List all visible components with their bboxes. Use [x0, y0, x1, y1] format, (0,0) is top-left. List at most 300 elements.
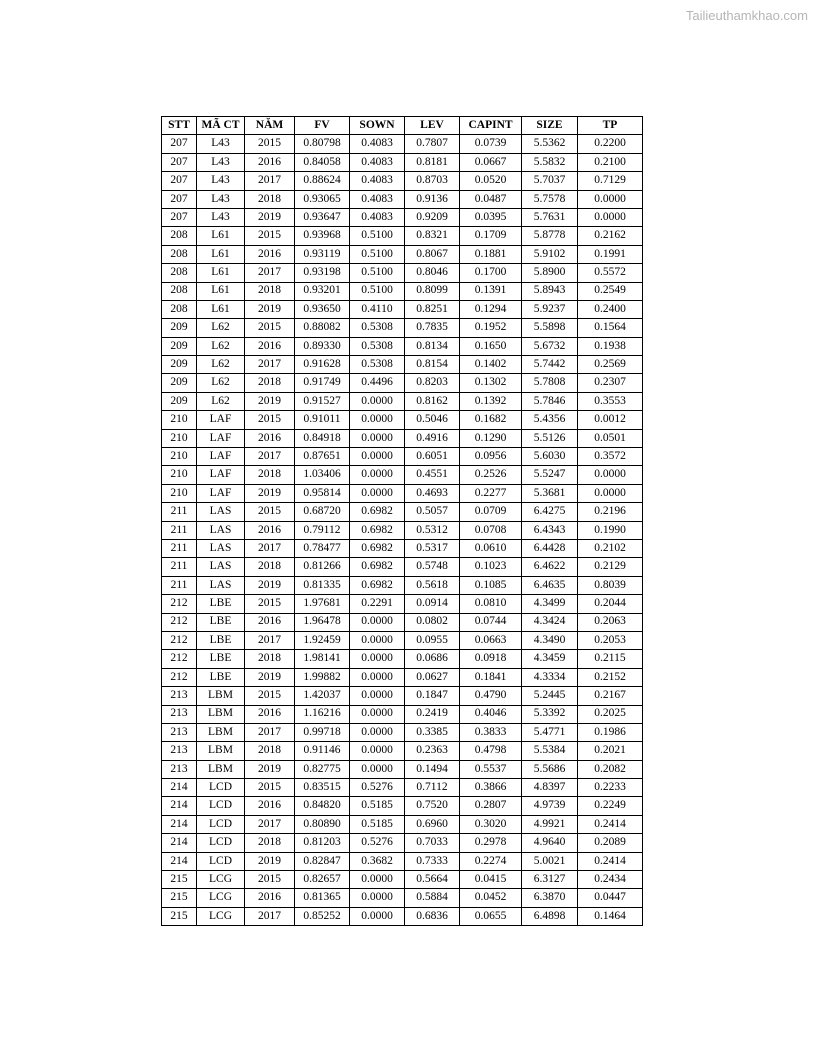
table-cell: 0.5308: [350, 356, 405, 374]
table-cell: 208: [162, 264, 197, 282]
table-cell: 0.2152: [578, 668, 643, 686]
table-row: [162, 521, 643, 539]
table-cell: L62: [197, 392, 245, 410]
table-cell: 0.91749: [295, 374, 350, 392]
table-row: [162, 429, 643, 447]
table-cell: LBM: [197, 742, 245, 760]
table-cell: 0.1085: [460, 576, 522, 594]
table-cell: 2015: [245, 135, 295, 153]
table-cell: LAS: [197, 558, 245, 576]
table-cell: 1.98141: [295, 650, 350, 668]
table-cell: 0.8162: [405, 392, 460, 410]
table-cell: 0.4083: [350, 135, 405, 153]
table-row: [162, 466, 643, 484]
table-cell: 0.5537: [460, 760, 522, 778]
table-row: [162, 705, 643, 723]
table-cell: 211: [162, 558, 197, 576]
table-cell: 0.91011: [295, 411, 350, 429]
table-cell: 0.5100: [350, 227, 405, 245]
table-cell: 2017: [245, 815, 295, 833]
table-cell: 6.4428: [522, 539, 578, 557]
table-cell: 0.3833: [460, 723, 522, 741]
table-cell: 0.7033: [405, 834, 460, 852]
table-cell: 0.1938: [578, 337, 643, 355]
table-row: [162, 723, 643, 741]
table-row: [162, 503, 643, 521]
table-cell: 5.5832: [522, 153, 578, 171]
table-cell: 0.4083: [350, 208, 405, 226]
table-row: [162, 282, 643, 300]
table-cell: 0.0000: [350, 484, 405, 502]
table-cell: 0.1564: [578, 319, 643, 337]
table-cell: 0.5057: [405, 503, 460, 521]
table-row: [162, 392, 643, 410]
table-cell: 0.4551: [405, 466, 460, 484]
column-header: SOWN: [350, 117, 405, 135]
table-cell: 214: [162, 779, 197, 797]
table-cell: 0.1847: [405, 687, 460, 705]
table-cell: 5.5686: [522, 760, 578, 778]
table-cell: 5.3681: [522, 484, 578, 502]
table-row: [162, 852, 643, 870]
table-cell: 0.1650: [460, 337, 522, 355]
table-cell: 0.8703: [405, 172, 460, 190]
table-cell: 2015: [245, 779, 295, 797]
table-cell: 6.3127: [522, 871, 578, 889]
table-cell: 2017: [245, 631, 295, 649]
table-cell: 2017: [245, 264, 295, 282]
table-cell: 0.0000: [350, 668, 405, 686]
table-cell: 0.2100: [578, 153, 643, 171]
table-row: [162, 135, 643, 153]
table-row: [162, 319, 643, 337]
table-cell: 2015: [245, 871, 295, 889]
table-cell: 0.0415: [460, 871, 522, 889]
table-cell: 0.0708: [460, 521, 522, 539]
table-cell: L61: [197, 300, 245, 318]
table-cell: 0.5276: [350, 834, 405, 852]
table-cell: 2019: [245, 576, 295, 594]
table-cell: 0.8134: [405, 337, 460, 355]
table-cell: 0.0000: [350, 889, 405, 907]
table-cell: L43: [197, 190, 245, 208]
table-cell: 0.0012: [578, 411, 643, 429]
table-cell: 2018: [245, 650, 295, 668]
table-cell: 2017: [245, 723, 295, 741]
table-cell: 2016: [245, 889, 295, 907]
table-cell: 0.81365: [295, 889, 350, 907]
table-cell: 5.8943: [522, 282, 578, 300]
table-cell: 0.8067: [405, 245, 460, 263]
table-cell: 0.81266: [295, 558, 350, 576]
table-cell: 0.89330: [295, 337, 350, 355]
table-cell: LBM: [197, 705, 245, 723]
table-cell: 211: [162, 521, 197, 539]
table-cell: LCG: [197, 907, 245, 925]
table-cell: 0.7835: [405, 319, 460, 337]
table-cell: LAF: [197, 466, 245, 484]
table-cell: 0.1990: [578, 521, 643, 539]
table-cell: 0.0520: [460, 172, 522, 190]
table-cell: 0.2526: [460, 466, 522, 484]
table-cell: 0.2115: [578, 650, 643, 668]
table-row: [162, 245, 643, 263]
table-cell: 0.0000: [350, 871, 405, 889]
table-cell: LBM: [197, 687, 245, 705]
table-cell: 0.87651: [295, 448, 350, 466]
table-cell: 0.91628: [295, 356, 350, 374]
table-cell: 5.9102: [522, 245, 578, 263]
table-row: [162, 742, 643, 760]
table-cell: 0.93065: [295, 190, 350, 208]
table-cell: 0.2021: [578, 742, 643, 760]
table-cell: 0.93119: [295, 245, 350, 263]
column-header: CAPINT: [460, 117, 522, 135]
table-cell: LBM: [197, 723, 245, 741]
table-cell: 2016: [245, 245, 295, 263]
table-cell: 210: [162, 484, 197, 502]
table-cell: 0.5618: [405, 576, 460, 594]
table-cell: 0.3385: [405, 723, 460, 741]
table-cell: 0.1991: [578, 245, 643, 263]
column-header: MÃ CT: [197, 117, 245, 135]
table-cell: 212: [162, 650, 197, 668]
table-cell: 1.92459: [295, 631, 350, 649]
table-cell: 0.2082: [578, 760, 643, 778]
table-cell: 0.2419: [405, 705, 460, 723]
table-cell: 209: [162, 356, 197, 374]
table-cell: 0.2044: [578, 595, 643, 613]
table-cell: 5.9237: [522, 300, 578, 318]
table-cell: 1.99882: [295, 668, 350, 686]
table-cell: 0.93201: [295, 282, 350, 300]
table-cell: 0.0810: [460, 595, 522, 613]
table-cell: 208: [162, 282, 197, 300]
table-cell: 0.8154: [405, 356, 460, 374]
table-cell: 5.4771: [522, 723, 578, 741]
table-cell: 5.5126: [522, 429, 578, 447]
table-cell: 5.6732: [522, 337, 578, 355]
table-cell: LBM: [197, 760, 245, 778]
table-cell: 209: [162, 392, 197, 410]
table-cell: LCG: [197, 889, 245, 907]
table-cell: L43: [197, 135, 245, 153]
table-cell: 2019: [245, 392, 295, 410]
table-cell: 207: [162, 190, 197, 208]
table-cell: 0.0452: [460, 889, 522, 907]
table-cell: 4.9640: [522, 834, 578, 852]
table-cell: 0.3682: [350, 852, 405, 870]
table-cell: 0.0802: [405, 613, 460, 631]
table-cell: 2015: [245, 503, 295, 521]
table-row: [162, 227, 643, 245]
table-cell: LBE: [197, 613, 245, 631]
table-cell: 207: [162, 135, 197, 153]
table-cell: 0.0000: [350, 466, 405, 484]
table-cell: 0.1841: [460, 668, 522, 686]
table-cell: 0.2249: [578, 797, 643, 815]
table-cell: 0.4798: [460, 742, 522, 760]
table-cell: 0.5884: [405, 889, 460, 907]
table-cell: 0.7807: [405, 135, 460, 153]
table-cell: 0.5572: [578, 264, 643, 282]
table-cell: 0.0956: [460, 448, 522, 466]
table-cell: 0.2200: [578, 135, 643, 153]
table-cell: 2016: [245, 797, 295, 815]
table-cell: 0.83515: [295, 779, 350, 797]
table-cell: 212: [162, 613, 197, 631]
table-cell: 5.7037: [522, 172, 578, 190]
table-cell: 0.2063: [578, 613, 643, 631]
table-cell: L61: [197, 227, 245, 245]
table-cell: 2018: [245, 466, 295, 484]
table-cell: 0.5185: [350, 815, 405, 833]
table-cell: 2015: [245, 687, 295, 705]
table-cell: LAS: [197, 576, 245, 594]
table-cell: 0.0000: [350, 429, 405, 447]
table-cell: 0.5100: [350, 264, 405, 282]
table-cell: 0.81203: [295, 834, 350, 852]
table-cell: 0.84820: [295, 797, 350, 815]
table-cell: 0.1682: [460, 411, 522, 429]
table-row: [162, 190, 643, 208]
table-cell: 0.84918: [295, 429, 350, 447]
table-cell: 5.7442: [522, 356, 578, 374]
table-cell: 0.80890: [295, 815, 350, 833]
table-cell: 2018: [245, 558, 295, 576]
table-cell: 4.3334: [522, 668, 578, 686]
table-cell: LAF: [197, 448, 245, 466]
table-cell: 209: [162, 374, 197, 392]
table-cell: 0.8203: [405, 374, 460, 392]
table-cell: 0.5100: [350, 245, 405, 263]
table-cell: 2018: [245, 190, 295, 208]
table-cell: 4.8397: [522, 779, 578, 797]
table-cell: 0.2569: [578, 356, 643, 374]
table-row: [162, 871, 643, 889]
table-cell: 0.82775: [295, 760, 350, 778]
table-cell: 215: [162, 871, 197, 889]
table-cell: 0.2129: [578, 558, 643, 576]
table-cell: 0.0686: [405, 650, 460, 668]
table-row: [162, 779, 643, 797]
table-row: [162, 539, 643, 557]
table-cell: 214: [162, 852, 197, 870]
table-cell: 212: [162, 595, 197, 613]
table-cell: 0.8039: [578, 576, 643, 594]
table-cell: 210: [162, 411, 197, 429]
table-cell: 0.0667: [460, 153, 522, 171]
table-cell: LCD: [197, 779, 245, 797]
table-row: [162, 448, 643, 466]
table-row: [162, 889, 643, 907]
table-cell: 1.03406: [295, 466, 350, 484]
table-cell: 215: [162, 889, 197, 907]
table-cell: 2019: [245, 208, 295, 226]
table-cell: 0.1709: [460, 227, 522, 245]
table-cell: 0.4083: [350, 172, 405, 190]
table-cell: 210: [162, 429, 197, 447]
table-cell: 0.3553: [578, 392, 643, 410]
table-cell: 0.4790: [460, 687, 522, 705]
table-cell: 2015: [245, 595, 295, 613]
table-cell: 5.5384: [522, 742, 578, 760]
table-cell: 214: [162, 797, 197, 815]
table-cell: 0.0000: [578, 466, 643, 484]
table-row: [162, 153, 643, 171]
table-cell: 0.88082: [295, 319, 350, 337]
table-cell: 0.2196: [578, 503, 643, 521]
column-header: SIZE: [522, 117, 578, 135]
table-cell: 0.0000: [350, 650, 405, 668]
table-cell: 0.4916: [405, 429, 460, 447]
table-cell: 0.8046: [405, 264, 460, 282]
table-cell: 0.4693: [405, 484, 460, 502]
table-cell: 0.68720: [295, 503, 350, 521]
table-row: [162, 650, 643, 668]
table-cell: 2019: [245, 852, 295, 870]
table-cell: 213: [162, 760, 197, 778]
table-cell: 6.4622: [522, 558, 578, 576]
table-cell: L62: [197, 374, 245, 392]
table-cell: 2018: [245, 282, 295, 300]
table-cell: 6.4635: [522, 576, 578, 594]
table-cell: 2017: [245, 907, 295, 925]
table-cell: 207: [162, 153, 197, 171]
table-cell: 215: [162, 907, 197, 925]
table-cell: 0.7112: [405, 779, 460, 797]
table-cell: 0.0000: [350, 742, 405, 760]
table-cell: 2017: [245, 539, 295, 557]
table-cell: 0.8099: [405, 282, 460, 300]
table-row: [162, 834, 643, 852]
table-cell: 4.3459: [522, 650, 578, 668]
table-cell: 0.5664: [405, 871, 460, 889]
table-cell: 213: [162, 705, 197, 723]
table-cell: 2016: [245, 337, 295, 355]
table-cell: 0.2414: [578, 852, 643, 870]
table-cell: 211: [162, 576, 197, 594]
table-cell: 0.93968: [295, 227, 350, 245]
table-cell: 0.80798: [295, 135, 350, 153]
table-cell: 4.9739: [522, 797, 578, 815]
table-cell: 2017: [245, 356, 295, 374]
table-cell: LAF: [197, 411, 245, 429]
table-row: [162, 613, 643, 631]
table-cell: 0.0000: [350, 613, 405, 631]
data-table: [161, 116, 643, 926]
table-cell: 0.0709: [460, 503, 522, 521]
table-cell: 0.81335: [295, 576, 350, 594]
table-cell: L43: [197, 172, 245, 190]
table-cell: 0.78477: [295, 539, 350, 557]
table-cell: 0.0447: [578, 889, 643, 907]
table-cell: 2016: [245, 705, 295, 723]
table-row: [162, 208, 643, 226]
table-cell: 0.2307: [578, 374, 643, 392]
table-cell: 0.5317: [405, 539, 460, 557]
table-cell: 2018: [245, 834, 295, 852]
table-cell: LAS: [197, 521, 245, 539]
table-cell: 0.2167: [578, 687, 643, 705]
watermark-text: Tailieuthamkhao.com: [685, 8, 808, 23]
table-row: [162, 411, 643, 429]
table-cell: 0.0000: [350, 411, 405, 429]
table-cell: 0.5185: [350, 797, 405, 815]
table-cell: LCD: [197, 797, 245, 815]
table-cell: 0.1391: [460, 282, 522, 300]
table-row: [162, 797, 643, 815]
table-cell: 2016: [245, 521, 295, 539]
table-cell: 0.91146: [295, 742, 350, 760]
table-cell: 5.3392: [522, 705, 578, 723]
table-cell: 2017: [245, 448, 295, 466]
table-cell: 0.0395: [460, 208, 522, 226]
table-cell: 213: [162, 723, 197, 741]
table-row: [162, 760, 643, 778]
table-cell: 0.0739: [460, 135, 522, 153]
table-cell: 1.96478: [295, 613, 350, 631]
table-cell: 6.3870: [522, 889, 578, 907]
table-cell: 0.4046: [460, 705, 522, 723]
table-cell: 0.7333: [405, 852, 460, 870]
table-cell: 213: [162, 742, 197, 760]
table-cell: 0.95814: [295, 484, 350, 502]
table-cell: 0.0000: [350, 687, 405, 705]
table-cell: 0.8251: [405, 300, 460, 318]
table-row: [162, 264, 643, 282]
table-cell: 0.1290: [460, 429, 522, 447]
table-header-row: [162, 117, 643, 135]
table-cell: L43: [197, 153, 245, 171]
column-header: LEV: [405, 117, 460, 135]
table-cell: 0.0610: [460, 539, 522, 557]
table-cell: 5.7578: [522, 190, 578, 208]
table-cell: 0.9209: [405, 208, 460, 226]
table-cell: 0.93647: [295, 208, 350, 226]
table-cell: 0.6836: [405, 907, 460, 925]
table-cell: 0.6982: [350, 521, 405, 539]
table-cell: 0.1294: [460, 300, 522, 318]
table-cell: 0.3020: [460, 815, 522, 833]
table-cell: 1.42037: [295, 687, 350, 705]
table-cell: 2016: [245, 613, 295, 631]
table-cell: 0.0000: [578, 190, 643, 208]
table-cell: 211: [162, 539, 197, 557]
table-cell: L62: [197, 337, 245, 355]
table-cell: 0.0655: [460, 907, 522, 925]
table-cell: 0.2277: [460, 484, 522, 502]
table-cell: 0.0000: [350, 705, 405, 723]
table-cell: 0.82657: [295, 871, 350, 889]
table-cell: 0.0000: [350, 723, 405, 741]
table-cell: 0.1023: [460, 558, 522, 576]
column-header: NĂM: [245, 117, 295, 135]
table-cell: 5.7846: [522, 392, 578, 410]
table-cell: 0.1402: [460, 356, 522, 374]
table-cell: 0.0000: [350, 448, 405, 466]
table-cell: L61: [197, 264, 245, 282]
table-cell: 0.2549: [578, 282, 643, 300]
table-cell: 213: [162, 687, 197, 705]
table-cell: 0.5308: [350, 337, 405, 355]
table-cell: 5.2445: [522, 687, 578, 705]
table-cell: 0.0000: [350, 392, 405, 410]
table-cell: 0.1494: [405, 760, 460, 778]
table-cell: 0.5748: [405, 558, 460, 576]
table-cell: 208: [162, 227, 197, 245]
table-cell: 1.16216: [295, 705, 350, 723]
